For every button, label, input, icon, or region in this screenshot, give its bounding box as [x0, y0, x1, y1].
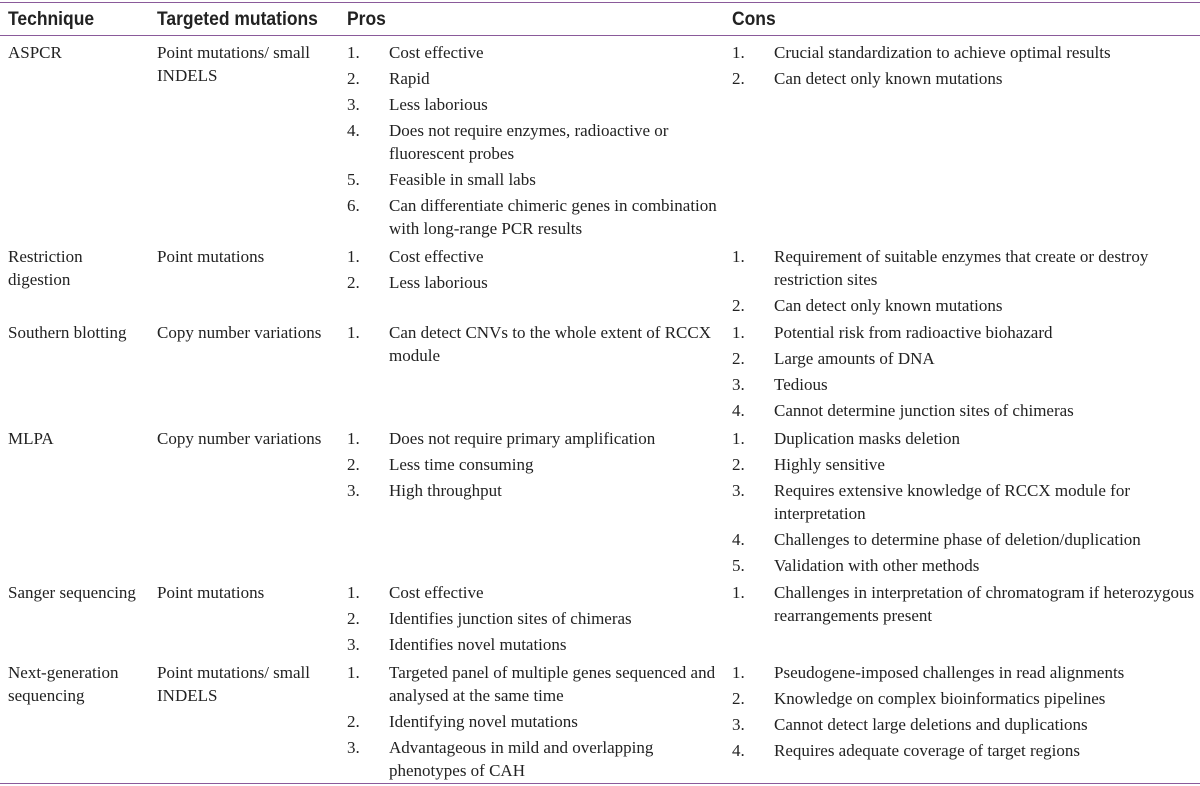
item-text: Requires extensive knowledge of RCCX module for interpretation	[774, 481, 1130, 523]
item-number: 2.	[732, 455, 745, 474]
con-item	[732, 453, 1198, 476]
item-number: 1.	[732, 583, 745, 602]
pros-cell	[347, 245, 717, 297]
item-number: 1.	[732, 43, 745, 62]
pro-item	[347, 453, 717, 476]
item-text: Identifies junction sites of chimeras	[389, 609, 632, 628]
item-text: Less time consuming	[389, 455, 534, 474]
technique-cell: ASPCR	[8, 43, 62, 62]
item-text: Feasible in small labs	[389, 170, 536, 189]
item-text: Can detect only known mutations	[774, 296, 1003, 315]
item-text: Large amounts of DNA	[774, 349, 935, 368]
item-text: Potential risk from radioactive biohazard	[774, 323, 1053, 342]
item-text: Can detect CNVs to the whole extent of RCCX module	[389, 323, 712, 365]
item-number: 1.	[732, 247, 745, 266]
table-top-rule	[0, 2, 1200, 3]
item-text: Does not require primary amplification	[389, 429, 656, 448]
pro-item	[347, 661, 717, 707]
pros-cell	[347, 427, 717, 505]
targeted-mutations-cell: Copy number variations	[157, 323, 322, 342]
item-text: Cannot determine junction sites of chimeras	[774, 401, 1074, 420]
item-text: Advantageous in mild and overlapping phenotypes of CAH	[389, 738, 654, 780]
item-number: 1.	[347, 323, 360, 342]
con-item	[732, 687, 1198, 710]
pros-cell	[347, 661, 717, 785]
pro-item	[347, 321, 717, 367]
item-number: 3.	[347, 481, 360, 500]
item-number: 4.	[347, 121, 360, 140]
pro-item	[347, 607, 717, 630]
pros-cell	[347, 581, 717, 659]
item-text: Identifies novel mutations	[389, 635, 567, 654]
targeted-mutations-cell: Point mutations/ small INDELS	[157, 663, 311, 705]
item-number: 1.	[347, 583, 360, 602]
con-item	[732, 373, 1198, 396]
con-item	[732, 399, 1198, 422]
technique-cell: Sanger sequencing	[8, 583, 136, 602]
item-number: 2.	[347, 609, 360, 628]
con-item	[732, 554, 1198, 577]
pro-item	[347, 119, 717, 165]
item-number: 3.	[732, 375, 745, 394]
item-text: Crucial standardization to achieve optimal results	[774, 43, 1111, 62]
cons-cell	[732, 41, 1198, 93]
header-targeted-mutations: Targeted mutations	[157, 9, 318, 30]
pro-item	[347, 245, 717, 268]
cons-cell	[732, 661, 1198, 765]
header-pros: Pros	[347, 9, 386, 30]
targeted-mutations-cell: Copy number variations	[157, 429, 322, 448]
item-number: 1.	[732, 663, 745, 682]
item-number: 1.	[732, 323, 745, 342]
header-technique: Technique	[8, 9, 95, 30]
item-text: Less laborious	[389, 273, 488, 292]
item-number: 2.	[347, 69, 360, 88]
item-text: Does not require enzymes, radioactive or fluorescent probes	[389, 121, 669, 163]
item-number: 2.	[347, 455, 360, 474]
item-text: Can differentiate chimeric genes in combination with long-range PCR results	[389, 196, 717, 238]
item-text: Less laborious	[389, 95, 488, 114]
con-item	[732, 713, 1198, 736]
con-item	[732, 67, 1198, 90]
pro-item	[347, 479, 717, 502]
pro-item	[347, 67, 717, 90]
table-bottom-rule	[0, 783, 1200, 784]
item-number: 1.	[732, 429, 745, 448]
con-item	[732, 321, 1198, 344]
item-number: 2.	[732, 689, 745, 708]
pro-item	[347, 736, 717, 782]
pro-item	[347, 93, 717, 116]
item-number: 3.	[347, 635, 360, 654]
item-text: Identifying novel mutations	[389, 712, 578, 731]
item-number: 2.	[732, 296, 745, 315]
item-number: 1.	[347, 663, 360, 682]
table-header-rule	[0, 35, 1200, 36]
item-number: 4.	[732, 741, 745, 760]
item-text: Pseudogene-imposed challenges in read alignments	[774, 663, 1125, 682]
item-number: 2.	[732, 69, 745, 88]
cons-cell	[732, 321, 1198, 425]
item-text: Highly sensitive	[774, 455, 885, 474]
item-text: Rapid	[389, 69, 430, 88]
item-text: Cannot detect large deletions and duplications	[774, 715, 1088, 734]
item-number: 2.	[347, 273, 360, 292]
con-item	[732, 661, 1198, 684]
pro-item	[347, 710, 717, 733]
header-cons: Cons	[732, 9, 776, 30]
pro-item	[347, 168, 717, 191]
item-number: 3.	[732, 715, 745, 734]
con-item	[732, 739, 1198, 762]
con-item	[732, 41, 1198, 64]
item-number: 5.	[732, 556, 745, 575]
item-number: 4.	[732, 530, 745, 549]
item-text: Tedious	[774, 375, 828, 394]
item-number: 5.	[347, 170, 360, 189]
pro-item	[347, 427, 717, 450]
pro-item	[347, 41, 717, 64]
item-text: Challenges in interpretation of chromatogram if heterozygous rearrangements present	[774, 583, 1195, 625]
con-item	[732, 528, 1198, 551]
technique-cell: Next-generation sequencing	[8, 663, 119, 705]
item-text: Targeted panel of multiple genes sequenced and analysed at the same time	[389, 663, 716, 705]
item-number: 4.	[732, 401, 745, 420]
item-number: 3.	[347, 95, 360, 114]
pro-item	[347, 271, 717, 294]
pro-item	[347, 581, 717, 604]
item-number: 1.	[347, 43, 360, 62]
technique-cell: MLPA	[8, 429, 54, 448]
item-number: 6.	[347, 196, 360, 215]
item-number: 1.	[347, 247, 360, 266]
item-text: Validation with other methods	[774, 556, 980, 575]
pros-cell	[347, 41, 717, 243]
con-item	[732, 479, 1198, 525]
item-number: 2.	[347, 712, 360, 731]
technique-cell: Southern blotting	[8, 323, 127, 342]
con-item	[732, 581, 1198, 627]
cons-cell	[732, 581, 1198, 630]
item-text: High throughput	[389, 481, 502, 500]
technique-cell: Restriction digestion	[8, 247, 83, 289]
cons-cell	[732, 245, 1198, 320]
pros-cell	[347, 321, 717, 370]
item-text: Requirement of suitable enzymes that create or destroy restriction sites	[774, 247, 1149, 289]
item-text: Knowledge on complex bioinformatics pipelines	[774, 689, 1106, 708]
item-number: 3.	[347, 738, 360, 757]
pro-item	[347, 194, 717, 240]
item-text: Challenges to determine phase of deletion/duplication	[774, 530, 1141, 549]
targeted-mutations-cell: Point mutations/ small INDELS	[157, 43, 311, 85]
con-item	[732, 294, 1198, 317]
con-item	[732, 347, 1198, 370]
item-text: Cost effective	[389, 43, 484, 62]
cons-cell	[732, 427, 1198, 580]
con-item	[732, 427, 1198, 450]
item-text: Cost effective	[389, 583, 484, 602]
item-number: 2.	[732, 349, 745, 368]
targeted-mutations-cell: Point mutations	[157, 583, 265, 602]
item-number: 3.	[732, 481, 745, 500]
item-text: Can detect only known mutations	[774, 69, 1003, 88]
con-item	[732, 245, 1198, 291]
item-text: Duplication masks deletion	[774, 429, 961, 448]
targeted-mutations-cell: Point mutations	[157, 247, 265, 266]
item-number: 1.	[347, 429, 360, 448]
pro-item	[347, 633, 717, 656]
item-text: Cost effective	[389, 247, 484, 266]
item-text: Requires adequate coverage of target regions	[774, 741, 1081, 760]
